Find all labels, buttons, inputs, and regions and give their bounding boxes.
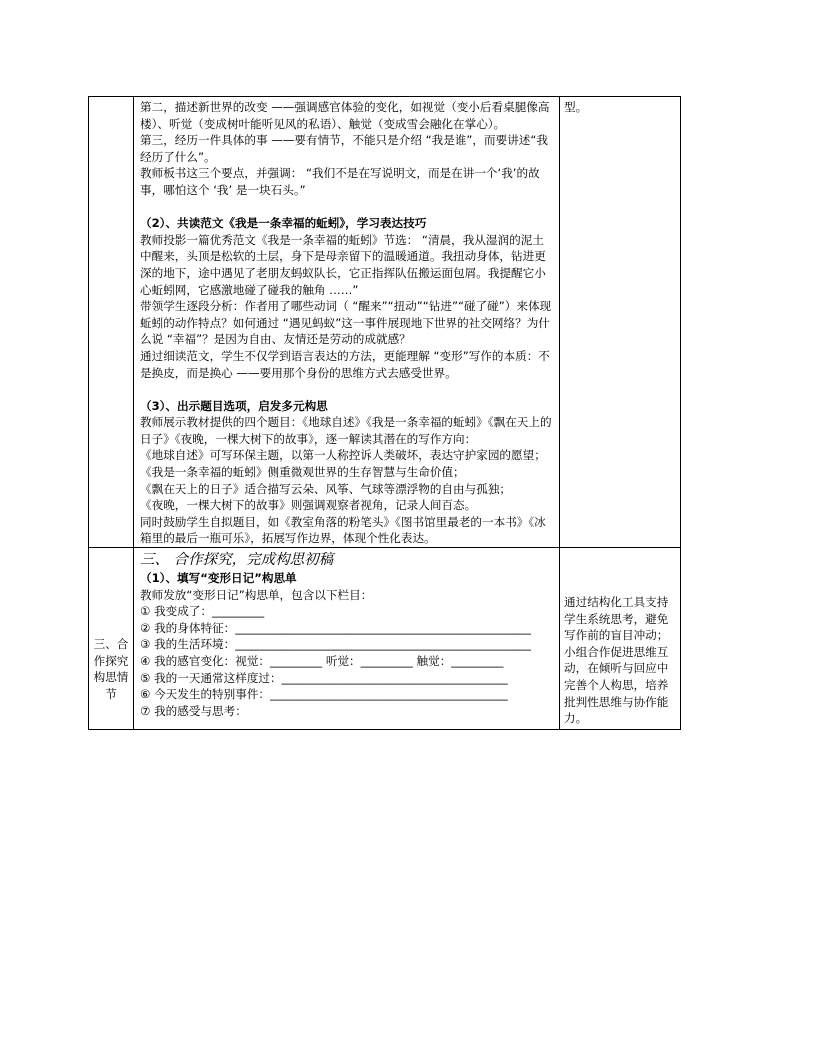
subsection-title: （1）、填写“变形日记”构思单 (140, 571, 297, 586)
paragraph: 《飘在天上的日子》适合描写云朵、风筝、气球等漂浮物的自由与孤独； (140, 481, 512, 496)
stage-cell (89, 548, 134, 730)
paragraph: 《地球自述》可写环保主题，以第一人称控诉人类破坏，表达守护家园的愿望； (140, 448, 546, 463)
subsection-title: （3）、出示题目选项，启发多元构思 (140, 398, 328, 413)
design-note: 通过结构化工具支持学生系统思考，避免写作前的盲目冲动；小组合作促进思维互动，在倾听与回应中完善个人构思，培养批判性思维与协作能力。 (564, 595, 669, 726)
form-item: ③ 我的生活环境：___________________________________________________ (140, 637, 531, 652)
paragraph: 教师板书这三个要点，并强调： “我们不是在写说明文，而是在讲一个‘我’的故事，哪怕这个 ‘我’ 是一块石头。” (140, 166, 540, 197)
form-item: ⑥ 今天发生的特别事件：_________________________________________ (140, 687, 508, 702)
content-cell (134, 548, 560, 730)
content-cell (134, 97, 560, 548)
table-row (89, 97, 681, 548)
paragraph: 带领学生逐段分析：作者用了哪些动词（ “醒来”“扭动”“钻进”“碰了碰”）来体现蚯蚓的动作特点？如何通过 “遇见蚂蚁”这一事件展现地下世界的社交网络？为什么说 “幸福”？是因为自由、友情还是劳动的成就感？ (140, 299, 552, 347)
form-item: ⑦ 我的感受与思考： (140, 703, 247, 718)
paragraph: 《我是一条幸福的蚯蚓》侧重微观世界的生存智慧与生命价值； (140, 465, 465, 480)
paragraph: 教师发放“变形日记”构思单，包含以下栏目： (140, 587, 373, 602)
paragraph: 教师展示教材提供的四个题目：《地球自述》《我是一条幸福的蚯蚓》《飘在天上的日子》《夜晚，一棵大树下的故事》，逐一解读其潜在的写作方向： (140, 415, 552, 446)
form-item: ① 我变成了：_________ (140, 604, 265, 619)
stage-label (89, 97, 133, 185)
paragraph: 同时鼓励学生自拟题目，如《教室角落的粉笔头》《图书馆里最老的一本书》《冰箱里的最后一瓶可乐》，拓展写作边界，体现个性化表达。 (140, 514, 546, 546)
form-item: ⑤ 我的一天通常这样度过：_______________________________________ (140, 670, 508, 685)
form-item: ② 我的身体特征：___________________________________________________ (140, 620, 531, 635)
note-cell (560, 97, 681, 548)
lesson-plan-table (88, 96, 681, 730)
form-item: ④ 我的感官变化：视觉：_________ 听觉：_________ 触觉：_________ (140, 654, 504, 668)
table-row (89, 548, 681, 730)
design-note: 型。 (564, 100, 588, 114)
section-title: 三、 合作探究，完成构思初稿 (140, 552, 334, 569)
paragraph: 《夜晚，一棵大树下的故事》则强调观察者视角，记录人间百态。 (140, 498, 477, 513)
paragraph: 通过细读范文，学生不仅学到语言表达的方法，更能理解 “变形”写作的本质：不是换皮，而是换心 ——要用那个身份的思维方式去感受世界。 (140, 348, 550, 380)
paragraph: 教师投影一篇优秀范文《我是一条幸福的蚯蚓》节选： “清晨，我从湿润的泥土中醒来，头顶是松软的土层，身下是母亲留下的温暖通道。我扭动身体，钻进更深的地下，途中遇见了老朋友蚂蚁队长，它正指挥队伍搬运面包屑。我提醒它小心蚯蚓网，它感激地碰了碰我的触角 ……” (140, 232, 546, 297)
subsection-title: （2）、共读范文《我是一条幸福的蚯蚓》，学习表达技巧 (140, 216, 427, 231)
paragraph: 第二，描述新世界的改变 ——强调感官体验的变化，如视觉（变小后看桌腿像高楼）、听觉（变成树叶能听见风的私语）、触觉（变成雪会融化在掌心）。 (140, 100, 550, 131)
note-cell (560, 548, 681, 730)
stage-label: 三、合作探究构思情节 (93, 637, 129, 701)
paragraph: 第三，经历一件具体的事 ——要有情节，不能只是介绍 “我是谁”，而要讲述“我经历了什么”。 (140, 133, 548, 164)
stage-cell (89, 97, 134, 548)
